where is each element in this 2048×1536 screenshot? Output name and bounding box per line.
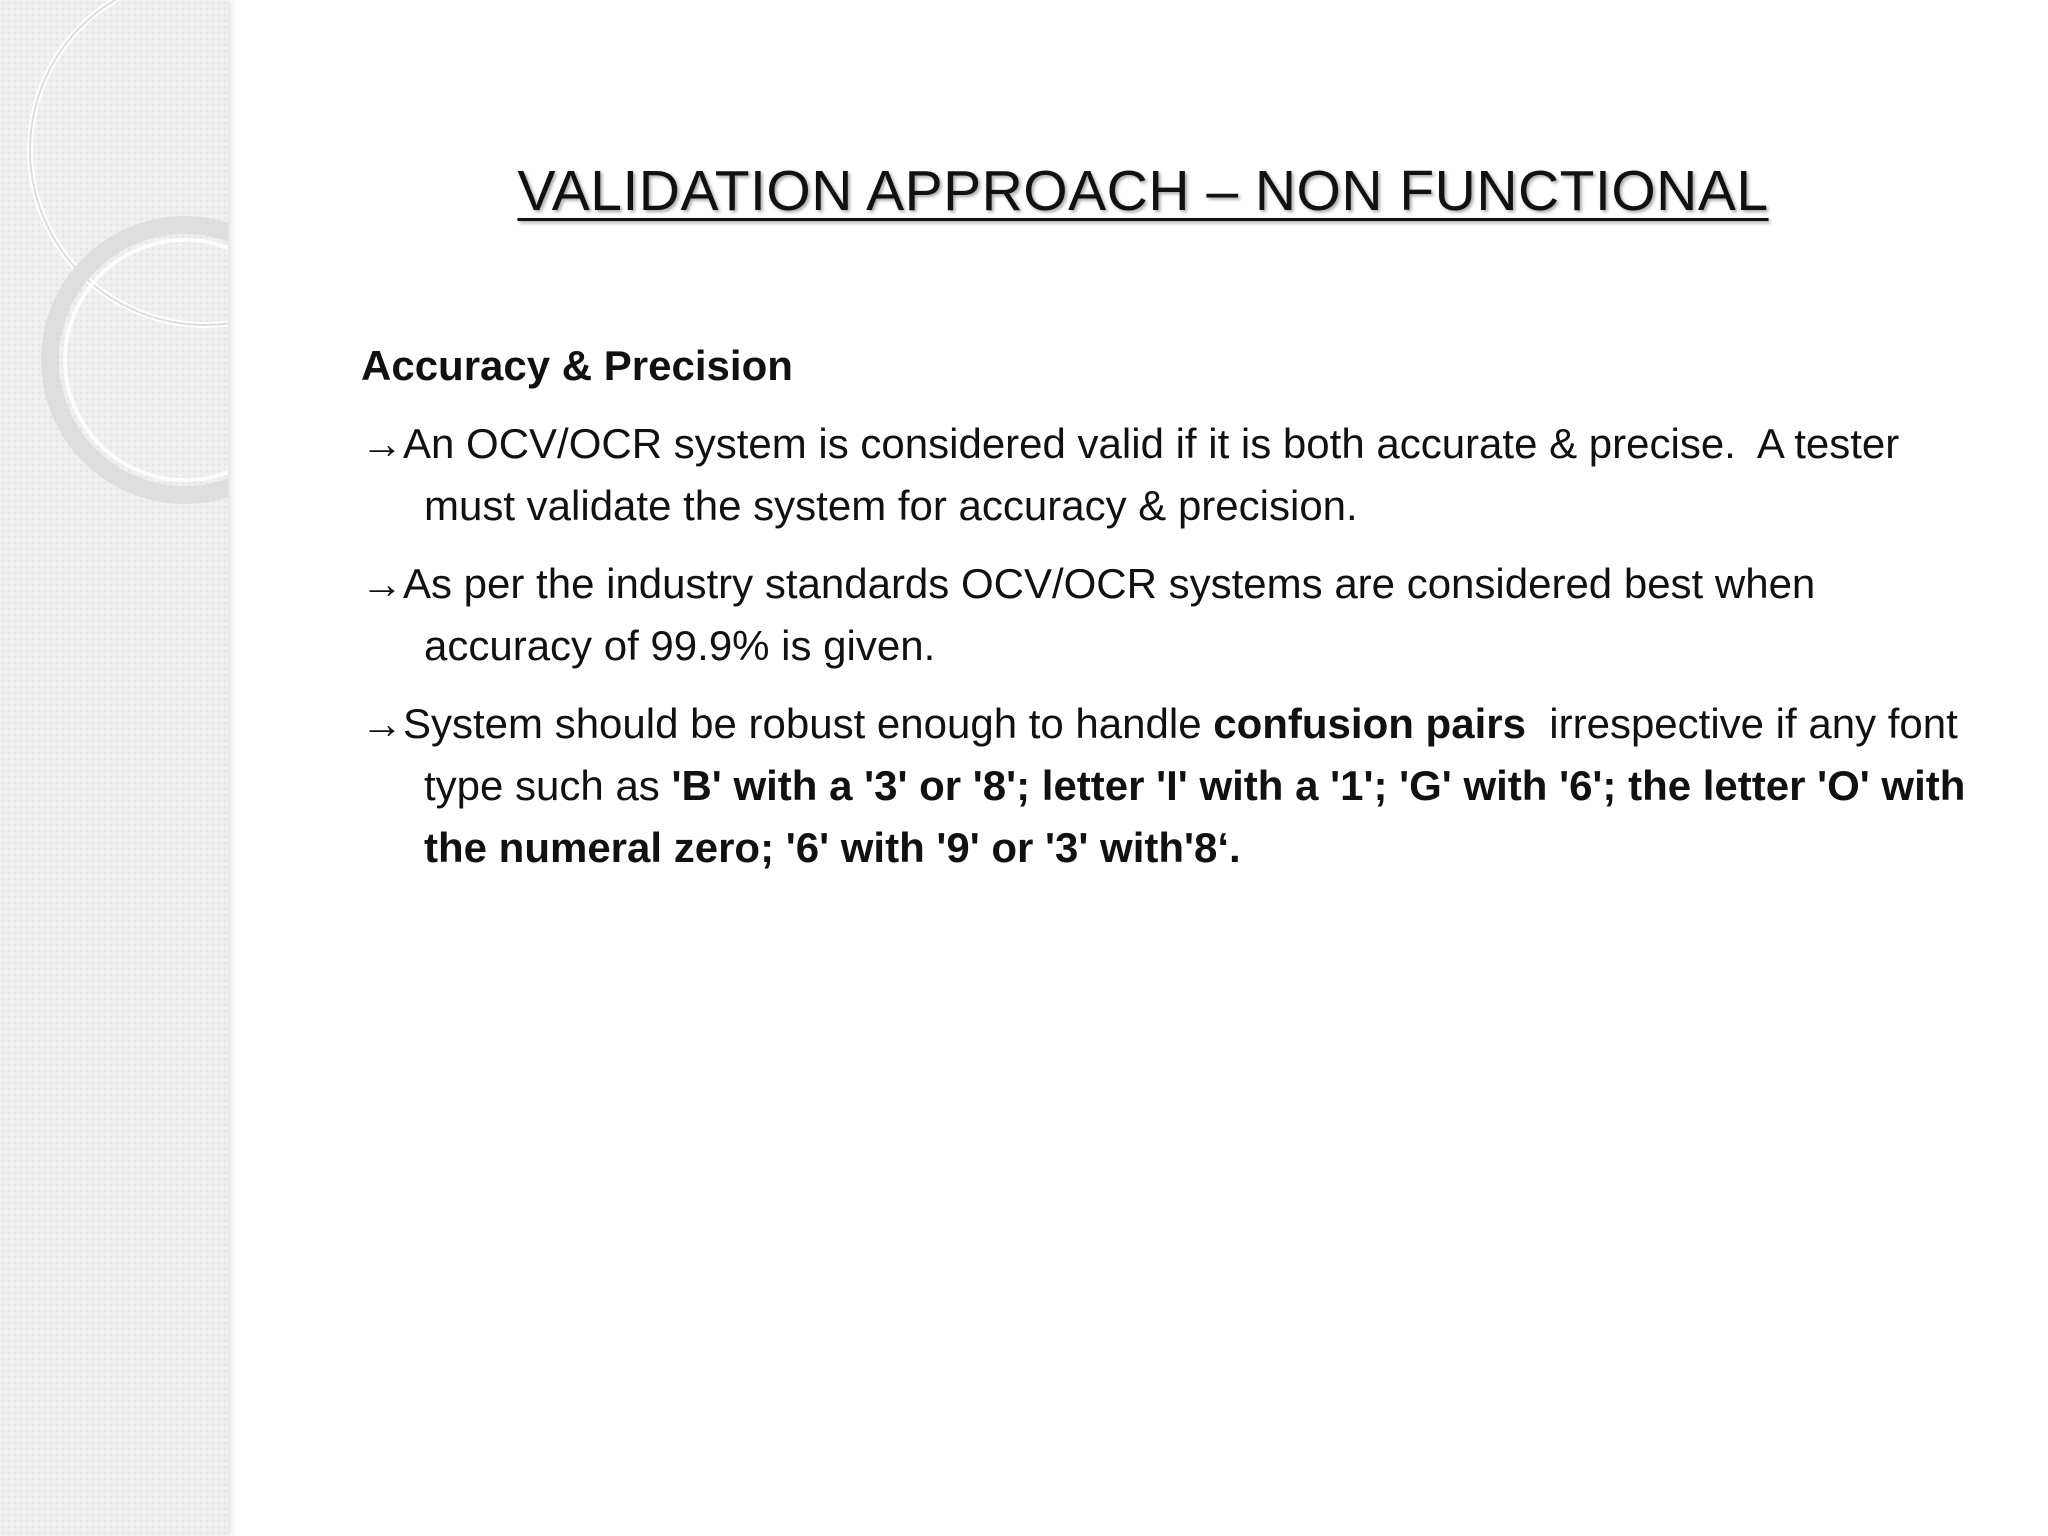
- decorative-side-panel: [0, 0, 228, 1536]
- bullet-text-middle: irrespective if any font type such as: [424, 700, 1958, 809]
- decorative-ring-outer: [30, 0, 228, 325]
- section-subheading: Accuracy & Precision: [361, 342, 793, 389]
- bullet-item-2: [361, 553, 1981, 677]
- bullet-item-1: [361, 413, 1981, 537]
- decorative-ring-inner: [50, 225, 228, 495]
- slide-title: VALIDATION APPROACH – NON FUNCTIONAL: [517, 159, 1769, 223]
- bullet-item-3: [361, 693, 1981, 879]
- bullet-bold-examples: 'B' with a '3' or '8'; letter 'I' with a '1'; 'G' with '6'; the letter 'O' with the numeral zero; '6' with '9' or '3' with'8‘.: [424, 762, 1966, 871]
- arrow-bullet-icon: →: [361, 420, 403, 467]
- decorative-rings: [0, 0, 228, 1536]
- bullet-text: An OCV/OCR system is considered valid if it is both accurate & precise. A tester must validate the system for accuracy & precision.: [403, 420, 1900, 529]
- arrow-bullet-icon: →: [361, 560, 403, 607]
- bullet-text-before: System should be robust enough to handle: [403, 700, 1214, 747]
- bullet-text: As per the industry standards OCV/OCR systems are considered best when accuracy of 99.9% is given.: [403, 560, 1816, 669]
- bullet-bold-term: confusion pairs: [1213, 700, 1526, 747]
- arrow-bullet-icon: →: [361, 700, 403, 747]
- slide-content: [361, 335, 1981, 895]
